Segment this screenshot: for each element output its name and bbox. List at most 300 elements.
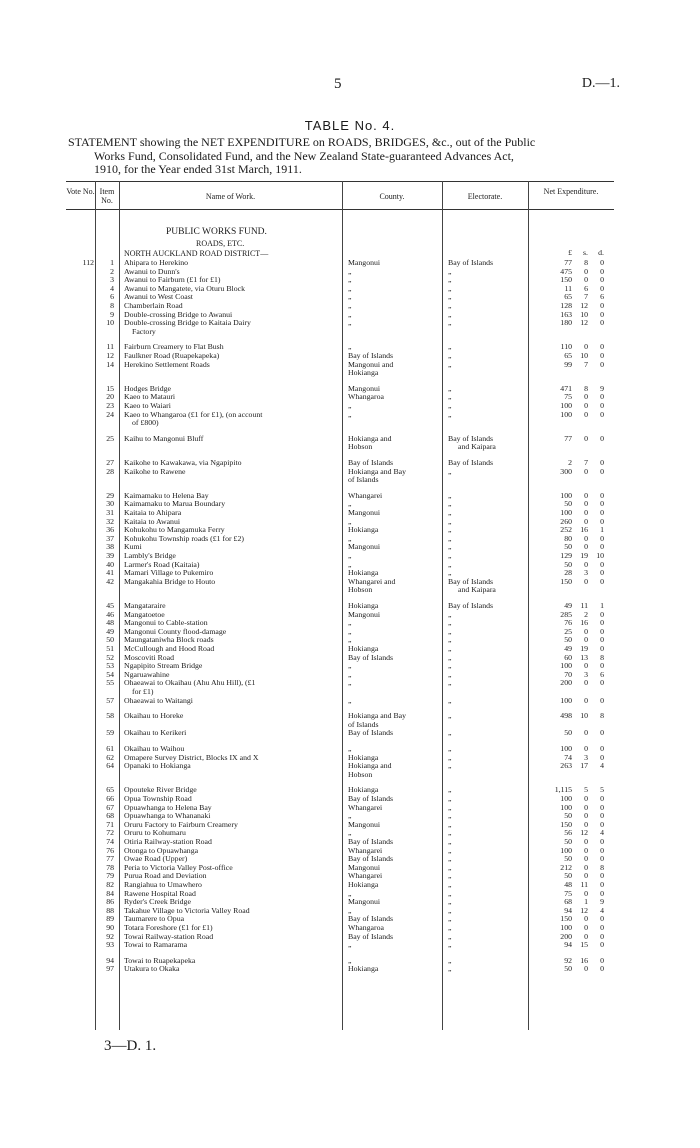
pounds: 50 [564, 499, 572, 509]
work-name: Okaihau to Kerikeri [124, 728, 187, 738]
county-continued: Hobson [348, 442, 373, 452]
county: Hokianga and [348, 433, 392, 443]
pounds: 100 [560, 695, 572, 705]
item-number: 57 [106, 695, 114, 705]
work-name: Maungataniwha Block roads [124, 635, 214, 645]
work-name: Ryder's Creek Bridge [124, 897, 191, 907]
pounds: 50 [564, 542, 572, 552]
county: „ [348, 888, 352, 898]
column-divider [342, 181, 343, 1030]
shillings: 11 [580, 601, 588, 610]
county: Mangonui [348, 383, 381, 393]
county: Bay of Islands [348, 914, 394, 924]
pence: 0 [600, 609, 604, 619]
item-number: 90 [106, 923, 114, 932]
pounds: 50 [564, 559, 572, 569]
electorate: „ [448, 888, 452, 898]
pence: 0 [600, 695, 604, 705]
pence: 0 [600, 359, 604, 369]
pence: 10 [596, 551, 604, 560]
work-name: Hodges Bridge [124, 383, 171, 393]
county: „ [348, 635, 352, 645]
work-name: Opanaki to Hokianga [124, 761, 191, 771]
work-name: Mangonui to Cable-station [124, 618, 208, 628]
shillings: 16 [580, 955, 588, 965]
work-name: Opouteke River Bridge [124, 785, 197, 795]
pence: 0 [600, 931, 604, 941]
pounds: 260 [560, 516, 572, 526]
item-number: 53 [106, 661, 114, 671]
shillings: 0 [584, 845, 588, 855]
county: „ [348, 401, 352, 410]
work-name: Oruru Factory to Fairburn Creamery [124, 819, 238, 829]
item-number: 61 [106, 744, 114, 753]
shillings: 10 [580, 351, 588, 360]
statement [68, 136, 628, 177]
pence: 0 [600, 626, 604, 636]
work-name: Kaimamaku to Marua Boundary [124, 499, 226, 509]
shillings: 0 [584, 661, 588, 671]
county: Hokianga [348, 644, 379, 653]
district-heading: NORTH AUCKLAND ROAD DISTRICT— [124, 249, 269, 258]
county: Whangarei [348, 490, 383, 500]
shillings: 13 [580, 652, 588, 662]
work-name: Double-crossing Bridge to Kaitaia Dairy [124, 318, 251, 328]
pence: 0 [600, 309, 604, 319]
electorate: „ [448, 862, 452, 872]
pounds: 128 [560, 301, 572, 310]
electorate: „ [448, 383, 452, 393]
electorate: „ [448, 275, 452, 285]
column-divider [95, 181, 96, 1030]
pounds: 99 [564, 359, 572, 369]
work-name: Herekino Settlement Roads [124, 359, 210, 369]
pence: 0 [600, 351, 604, 360]
electorate: „ [448, 802, 452, 812]
pounds: 150 [560, 275, 572, 285]
work-name: Ngaruawahine [124, 669, 170, 679]
pence: 0 [600, 635, 604, 645]
item-number: 66 [106, 794, 114, 803]
item-number: 1 [110, 258, 114, 267]
work-name: Ohaeawai to Waitangi [124, 695, 193, 705]
work-name: Faulkner Road (Ruapekapeka) [124, 351, 220, 360]
item-number: 62 [106, 752, 114, 762]
work-name: Ngapipito Stream Bridge [124, 661, 203, 671]
pence: 0 [600, 880, 604, 889]
pounds: 76 [564, 618, 572, 628]
item-number: 10 [106, 318, 114, 328]
item-number: 30 [106, 499, 114, 509]
work-name: Opua Township Road [124, 794, 192, 803]
pounds: 100 [560, 401, 572, 410]
electorate: „ [448, 785, 452, 795]
county: Bay of Islands [348, 458, 394, 467]
pounds: 163 [560, 309, 572, 319]
electorate: „ [448, 301, 452, 310]
item-number: 94 [106, 955, 114, 965]
pence: 0 [600, 678, 604, 688]
shillings: 0 [584, 576, 588, 586]
electorate: „ [448, 940, 452, 950]
county: Hokianga and [348, 761, 392, 771]
work-name: Oruru to Kohumaru [124, 828, 186, 838]
work-name: Kaitaia to Awanui [124, 516, 181, 526]
pence: 4 [600, 905, 604, 915]
work-name: Awanui to Fairburn (£1 for £1) [124, 275, 221, 285]
item-number: 71 [106, 819, 114, 829]
pounds: 1,115 [554, 785, 572, 795]
electorate: „ [448, 626, 452, 636]
electorate: „ [448, 955, 452, 965]
work-name: Kaimamaku to Helena Bay [124, 490, 209, 500]
county: „ [348, 499, 352, 509]
pence: 0 [600, 392, 604, 402]
work-name-continued: of £800) [132, 418, 159, 428]
pounds: 285 [560, 609, 572, 619]
item-number: 68 [106, 811, 114, 821]
work-name: Kaitaia to Ahipara [124, 508, 182, 517]
item-number: 36 [106, 525, 114, 535]
col-item-header: Item No. [99, 187, 115, 205]
shillings: 0 [584, 744, 588, 753]
pence: 8 [600, 862, 604, 872]
electorate: „ [448, 752, 452, 762]
column-divider [528, 181, 529, 1030]
county: Whangarei [348, 871, 383, 881]
item-number: 32 [106, 516, 114, 526]
shillings: 0 [584, 811, 588, 821]
shillings: 0 [584, 678, 588, 688]
pence: 6 [600, 292, 604, 302]
item-number: 92 [106, 931, 114, 941]
shillings: 0 [584, 931, 588, 941]
county: Hokianga [348, 752, 379, 762]
pence: 0 [600, 661, 604, 671]
item-number: 74 [106, 837, 114, 846]
pence: 0 [600, 728, 604, 738]
shillings: 19 [580, 644, 588, 653]
item-number: 49 [106, 626, 114, 636]
pence: 0 [600, 508, 604, 517]
pence: 8 [600, 652, 604, 662]
work-name: Mangataraire [124, 601, 166, 610]
pounds: 68 [564, 897, 572, 907]
electorate: „ [448, 644, 452, 653]
pence: 0 [600, 490, 604, 500]
work-name: Fairburn Creamery to Flat Bush [124, 342, 224, 352]
column-divider [442, 181, 443, 1030]
county: Whangarei [348, 845, 383, 855]
shillings: 7 [584, 458, 588, 467]
county: Hokianga and Bay [348, 711, 407, 721]
pence: 0 [600, 837, 604, 846]
item-number: 20 [106, 392, 114, 402]
shillings: 16 [580, 618, 588, 628]
shillings: 0 [584, 401, 588, 410]
electorate: Bay of Islands [448, 258, 494, 267]
pence: 0 [600, 533, 604, 543]
electorate: „ [448, 466, 452, 476]
statement-line: 1910, for the Year ended 31st March, 1911. [94, 162, 302, 176]
pence: 6 [600, 669, 604, 679]
item-number: 72 [106, 828, 114, 838]
work-name: Kaikohe to Kawakawa, via Ngapipito [124, 458, 242, 467]
electorate: „ [448, 542, 452, 552]
electorate: „ [448, 931, 452, 941]
work-name: Towai to Ramarama [124, 940, 188, 950]
county: Whangaroa [348, 392, 384, 402]
county: Whangarei and [348, 576, 396, 586]
shillings: 5 [584, 785, 588, 795]
county-continued: of Islands [348, 719, 379, 729]
pence: 0 [600, 266, 604, 276]
county: Hokianga [348, 525, 379, 535]
county-continued: Hobson [348, 585, 373, 595]
pounds: 60 [564, 652, 572, 662]
col-county-header: County. [379, 192, 405, 201]
county: „ [348, 661, 352, 671]
electorate: „ [448, 609, 452, 619]
pounds: 92 [564, 955, 572, 965]
county: Bay of Islands [348, 837, 394, 846]
pence: 1 [600, 525, 604, 535]
county: „ [348, 516, 352, 526]
work-name: Omapere Survey District, Blocks IX and X [124, 752, 259, 762]
item-number: 38 [106, 542, 114, 552]
electorate: „ [448, 711, 452, 721]
item-number: 86 [106, 897, 114, 907]
shillings: 8 [584, 383, 588, 393]
electorate: Bay of Islands [448, 433, 494, 443]
vote-number: 112 [82, 258, 94, 267]
shillings: 0 [584, 342, 588, 352]
shillings: 0 [584, 392, 588, 402]
shillings: 12 [580, 301, 588, 310]
county: Hokianga [348, 785, 379, 795]
pounds: 50 [564, 964, 572, 974]
work-name: Moscoviti Road [124, 652, 175, 662]
pence: 0 [600, 794, 604, 803]
pence: 0 [600, 499, 604, 509]
county: Bay of Islands [348, 794, 394, 803]
shillings: 3 [584, 752, 588, 762]
pence: 9 [600, 383, 604, 393]
item-number: 9 [110, 309, 114, 319]
shillings: 0 [584, 964, 588, 974]
pence: 0 [600, 802, 604, 812]
item-number: 39 [106, 551, 114, 560]
pence: 0 [600, 811, 604, 821]
electorate: „ [448, 828, 452, 838]
county: Mangonui [348, 258, 381, 267]
item-number: 46 [106, 609, 114, 619]
pounds: 65 [564, 292, 572, 302]
item-number: 50 [106, 635, 114, 645]
work-name: Utakura to Okaka [124, 964, 180, 974]
work-name: Opuawhanga to Whananaki [124, 811, 211, 821]
electorate: „ [448, 661, 452, 671]
shillings: 0 [584, 275, 588, 285]
electorate: „ [448, 695, 452, 705]
page-number: 5 [334, 76, 342, 92]
county: Hokianga [348, 880, 379, 889]
shillings: 0 [584, 490, 588, 500]
work-name: Chamberlain Road [124, 301, 183, 310]
work-name: Mamari Village to Pukemiro [124, 568, 214, 578]
pounds: 180 [560, 318, 572, 328]
pounds: 77 [564, 258, 572, 267]
shillings: 0 [584, 508, 588, 517]
county: „ [348, 828, 352, 838]
work-name: Rawene Hospital Road [124, 888, 196, 898]
shillings: 0 [584, 695, 588, 705]
shillings: 0 [584, 266, 588, 276]
county: Mangonui [348, 897, 381, 907]
item-number: 37 [106, 533, 114, 543]
work-name: Awanui to Dunn's [124, 266, 180, 276]
pounds-header: £ [568, 248, 572, 257]
electorate: „ [448, 342, 452, 352]
shillings: 2 [584, 609, 588, 619]
work-name: Owae Road (Upper) [124, 854, 188, 864]
electorate: „ [448, 905, 452, 915]
electorate: „ [448, 761, 452, 771]
county: „ [348, 678, 352, 688]
col-vote-header: Vote No. [66, 187, 95, 196]
electorate: „ [448, 283, 452, 293]
pence: 0 [600, 516, 604, 526]
work-name: Peria to Victoria Valley Post-office [124, 862, 233, 872]
electorate: „ [448, 819, 452, 829]
shillings: 0 [584, 635, 588, 645]
shillings: 0 [584, 888, 588, 898]
electorate-continued: and Kaipara [458, 442, 496, 452]
pounds: 100 [560, 794, 572, 803]
electorate: „ [448, 897, 452, 907]
col-electorate-header: Electorate. [467, 192, 503, 201]
pounds: 150 [560, 819, 572, 829]
pounds: 100 [560, 744, 572, 753]
item-number: 97 [106, 964, 114, 974]
item-number: 4 [110, 283, 114, 293]
electorate: „ [448, 794, 452, 803]
item-number: 24 [106, 409, 114, 419]
pounds: 94 [564, 905, 572, 915]
electorate: „ [448, 359, 452, 369]
shillings: 8 [584, 258, 588, 267]
county: „ [348, 559, 352, 569]
item-number: 14 [106, 359, 114, 369]
electorate: „ [448, 351, 452, 360]
shillings: 0 [584, 871, 588, 881]
shillings: 7 [584, 292, 588, 302]
shillings: 12 [580, 828, 588, 838]
electorate: „ [448, 318, 452, 328]
shillings: 0 [584, 802, 588, 812]
item-number: 89 [106, 914, 114, 924]
pounds: 150 [560, 576, 572, 586]
pence: 0 [600, 568, 604, 578]
pounds: 70 [564, 669, 572, 679]
electorate: „ [448, 525, 452, 535]
pence: 0 [600, 854, 604, 864]
county: Mangonui [348, 508, 381, 517]
pounds: 471 [560, 383, 572, 393]
pence: 0 [600, 819, 604, 829]
electorate: „ [448, 635, 452, 645]
pounds: 100 [560, 845, 572, 855]
item-number: 54 [106, 669, 114, 679]
column-divider [119, 181, 120, 1030]
electorate: „ [448, 618, 452, 628]
electorate: „ [448, 871, 452, 881]
electorate: „ [448, 568, 452, 578]
pounds: 75 [564, 392, 572, 402]
pence: 0 [600, 466, 604, 476]
electorate: „ [448, 678, 452, 688]
county: „ [348, 301, 352, 310]
pounds: 498 [560, 711, 572, 721]
county: „ [348, 669, 352, 679]
county: Mangonui [348, 542, 381, 552]
county: Hokianga and Bay [348, 466, 407, 476]
shillings: 15 [580, 940, 588, 950]
shillings: 6 [584, 283, 588, 293]
item-number: 31 [106, 508, 114, 517]
work-name: Kaeo to Matauri [124, 392, 176, 402]
work-name: Larmer's Road (Kaitaia) [124, 559, 200, 569]
item-number: 2 [110, 266, 114, 276]
county: „ [348, 266, 352, 276]
county: Mangonui and [348, 359, 394, 369]
electorate: Bay of Islands [448, 458, 494, 467]
pounds: 300 [560, 466, 572, 476]
electorate: „ [448, 652, 452, 662]
electorate: „ [448, 880, 452, 889]
work-name: Mangatoetoe [124, 609, 165, 619]
county: Hokianga [348, 601, 379, 610]
shillings-header: s. [583, 248, 588, 257]
county: „ [348, 551, 352, 560]
pounds: 56 [564, 828, 572, 838]
pounds: 200 [560, 931, 572, 941]
pounds: 2 [568, 458, 572, 467]
pence: 0 [600, 964, 604, 974]
pounds: 150 [560, 914, 572, 924]
page-footer: 3—D. 1. [104, 1038, 157, 1054]
item-number: 29 [106, 490, 114, 500]
work-name: Double-crossing Bridge to Awanui [124, 309, 233, 319]
item-number: 12 [106, 351, 114, 360]
work-name: Otiria Railway-station Road [124, 837, 212, 846]
pence: 9 [600, 897, 604, 907]
shillings: 10 [580, 711, 588, 721]
work-name: Kohukohu to Mangamuka Ferry [124, 525, 225, 535]
pounds: 100 [560, 923, 572, 932]
county: Whangarei [348, 802, 383, 812]
pounds: 75 [564, 888, 572, 898]
county: „ [348, 342, 352, 352]
pounds: 48 [564, 880, 572, 889]
item-number: 40 [106, 559, 114, 569]
work-name: Kaeo to Waiari [124, 401, 171, 410]
work-name: Ahipara to Herekino [124, 258, 189, 267]
pence: 0 [600, 955, 604, 965]
pence-header: d. [598, 248, 604, 257]
pence: 0 [600, 752, 604, 762]
pence: 5 [600, 785, 604, 795]
